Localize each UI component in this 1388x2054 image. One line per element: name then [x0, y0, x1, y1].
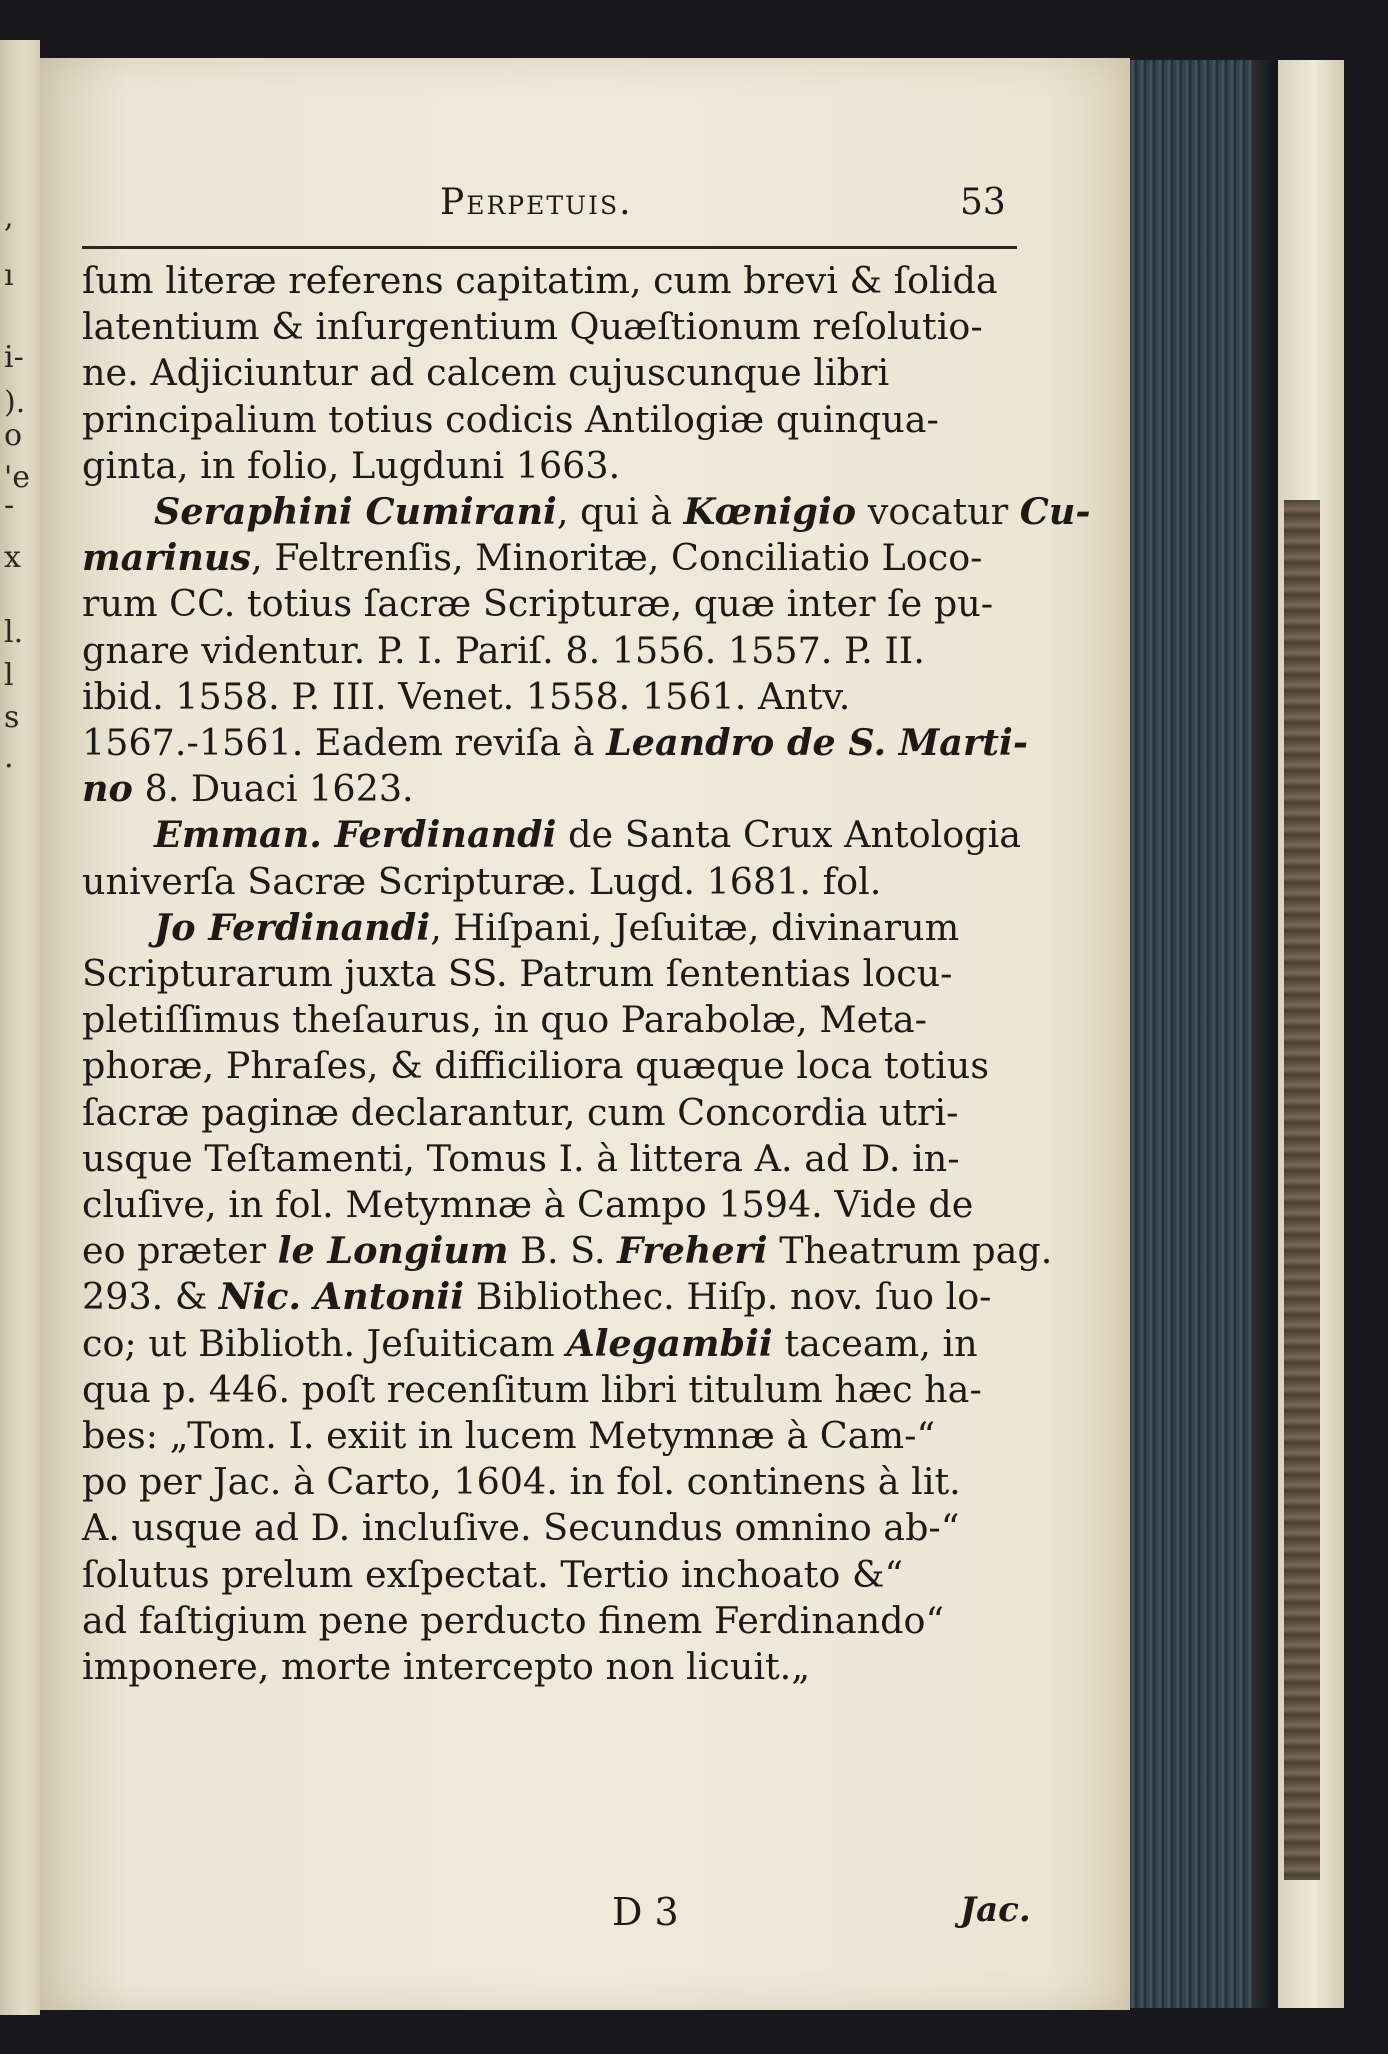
text-run: ibid. 1558. P. III. Venet. 1558. 1561. Antv. — [82, 674, 851, 718]
text-run: A. usque ad D. incluſive. Secundus omnino ab-“ — [82, 1506, 960, 1550]
facing-page-fragment: s — [4, 700, 20, 735]
text-line — [82, 859, 1032, 905]
text-line — [82, 1552, 1032, 1598]
text-run: 293. & — [82, 1275, 219, 1319]
text-line — [82, 1459, 1032, 1505]
page-number: 53 — [960, 182, 1006, 223]
facing-page-edge — [0, 40, 40, 2015]
facing-page-fragment: x — [4, 540, 21, 575]
text-line — [82, 1644, 1032, 1690]
text-run: po per Jac. à Carto, 1604. in fol. continens à lit. — [82, 1460, 961, 1504]
text-run: , qui à — [556, 490, 684, 534]
signature-mark: D 3 — [612, 1890, 679, 1934]
text-line — [82, 1413, 1032, 1459]
text-run: univerſa Sacræ Scripturæ. Lugd. 1681. fol. — [82, 859, 882, 903]
text-run: Theatrum pag. — [767, 1229, 1053, 1273]
text-line — [82, 581, 1032, 627]
text-line — [82, 1043, 1032, 1089]
text-run: gnare videntur. P. I. Pariſ. 8. 1556. 1557. P. II. — [82, 628, 925, 672]
text-run: pletiſſimus theſaurus, in quo Parabolæ, Meta- — [82, 998, 927, 1042]
text-line — [82, 1598, 1032, 1644]
text-line — [82, 720, 1032, 766]
italic-name: Leandro de S. Marti- — [606, 721, 1029, 765]
text-line — [82, 258, 1032, 304]
italic-name: Freheri — [617, 1229, 768, 1273]
text-run: taceam, in — [772, 1321, 978, 1365]
running-head — [250, 182, 1030, 242]
facing-page-fragment: o — [4, 418, 23, 453]
text-line — [82, 905, 1032, 951]
text-run: Scripturarum juxta SS. Patrum ſententias locu- — [82, 952, 953, 996]
text-run: Bibliothec. Hiſp. nov. ſuo lo- — [464, 1275, 992, 1319]
text-line — [82, 1321, 1032, 1367]
text-run: bes: „Tom. I. exiit in lucem Metymnæ à Cam-“ — [82, 1414, 936, 1458]
italic-name: le Longium — [277, 1229, 509, 1273]
text-run: ſum literæ referens capitatim, cum brevi & ſolida — [82, 259, 998, 302]
facing-page-fragment: - — [4, 488, 15, 523]
header-rule — [82, 246, 1017, 249]
text-run: phoræ, Phraſes, & difficiliora quæque loca totius — [82, 1044, 990, 1088]
text-line — [82, 812, 1032, 858]
text-run: B. S. — [508, 1229, 618, 1273]
facing-page-fragment: ). — [4, 385, 26, 420]
page-block-edge — [1130, 60, 1280, 2008]
text-line — [82, 1090, 1032, 1136]
text-line — [82, 443, 1032, 489]
text-run: cluſive, in fol. Metymnæ à Campo 1594. Vide de — [82, 1183, 974, 1227]
text-line — [82, 397, 1032, 443]
text-line — [82, 1136, 1032, 1182]
text-run: 1567.-1561. Eadem reviſa à — [82, 721, 607, 765]
edge-shadow — [1252, 60, 1280, 2008]
italic-name: marinus — [82, 536, 251, 580]
text-line — [82, 1228, 1053, 1274]
italic-name: Alegambii — [566, 1321, 773, 1365]
binding-stripe — [1284, 500, 1320, 1880]
italic-name: Jo Ferdinandi — [154, 905, 431, 949]
page-body — [82, 258, 1091, 1690]
text-line — [82, 628, 1032, 674]
facing-page-fragment: l. — [4, 615, 24, 650]
text-run: , Feltrenſis, Minoritæ, Conciliatio Loco- — [251, 536, 983, 580]
facing-page-fragment: 'e — [4, 460, 31, 495]
text-line — [82, 1367, 1032, 1413]
catchword: Jac. — [960, 1890, 1031, 1930]
facing-page-fragment: i- — [4, 340, 24, 375]
text-line — [82, 674, 1032, 720]
text-run: , Hiſpani, Jeſuitæ, divinarum — [430, 905, 960, 949]
text-line — [82, 997, 1032, 1043]
text-line — [82, 489, 1091, 535]
facing-page-fragment: l — [4, 658, 14, 693]
text-line — [82, 766, 1032, 812]
text-run: ginta, in folio, Lugduni 1663. — [82, 443, 621, 487]
facing-page-fragment: ı — [4, 258, 14, 293]
text-line — [82, 951, 1032, 997]
text-run: qua p. 446. poſt recenſitum libri titulum hæc ha- — [82, 1367, 982, 1411]
italic-name: no — [82, 767, 133, 811]
facing-page-fragment: . — [4, 740, 14, 775]
text-run: ad faſtigium pene perducto finem Ferdinando“ — [82, 1598, 945, 1642]
text-line — [82, 304, 1032, 350]
text-run: ſolutus prelum exſpectat. Tertio inchoato &“ — [82, 1552, 904, 1596]
text-line — [82, 1182, 1032, 1228]
italic-name: Kœnigio — [683, 490, 857, 534]
text-run: imponere, morte intercepto non licuit.„ — [82, 1645, 811, 1689]
text-run: usque Teſtamenti, Tomus I. à littera A. ad D. in- — [82, 1136, 960, 1180]
italic-name: Cu- — [1019, 490, 1091, 534]
text-run: de Santa Crux Antologia — [556, 813, 1022, 857]
text-line — [82, 535, 1032, 581]
text-run: principalium totius codicis Antilogiæ quinqua- — [82, 397, 939, 441]
binding-board — [1278, 60, 1344, 2008]
running-title: Perpetuis. — [440, 182, 633, 223]
facing-page-fragment: , — [4, 200, 14, 235]
text-run: ne. Adjiciuntur ad calcem cujuscunque libri — [82, 351, 890, 395]
text-run: ſacræ paginæ declarantur, cum Concordia utri- — [82, 1090, 959, 1134]
italic-name: Nic. Antonii — [218, 1275, 465, 1319]
text-line — [82, 1505, 1032, 1551]
text-run: latentium & inſurgentium Quæſtionum reſolutio- — [82, 305, 983, 349]
text-line — [82, 350, 1032, 396]
text-run: 8. Duaci 1623. — [132, 767, 414, 811]
italic-name: Seraphini Cumirani — [154, 490, 557, 534]
text-run: rum CC. totius ſacræ Scripturæ, quæ inter ſe pu- — [82, 582, 994, 626]
text-run: vocatur — [856, 490, 1020, 534]
text-run: co; ut Biblioth. Jeſuiticam — [82, 1321, 567, 1365]
text-line — [82, 1274, 1032, 1320]
text-run: eo præter — [82, 1229, 278, 1273]
italic-name: Emman. Ferdinandi — [154, 813, 557, 857]
